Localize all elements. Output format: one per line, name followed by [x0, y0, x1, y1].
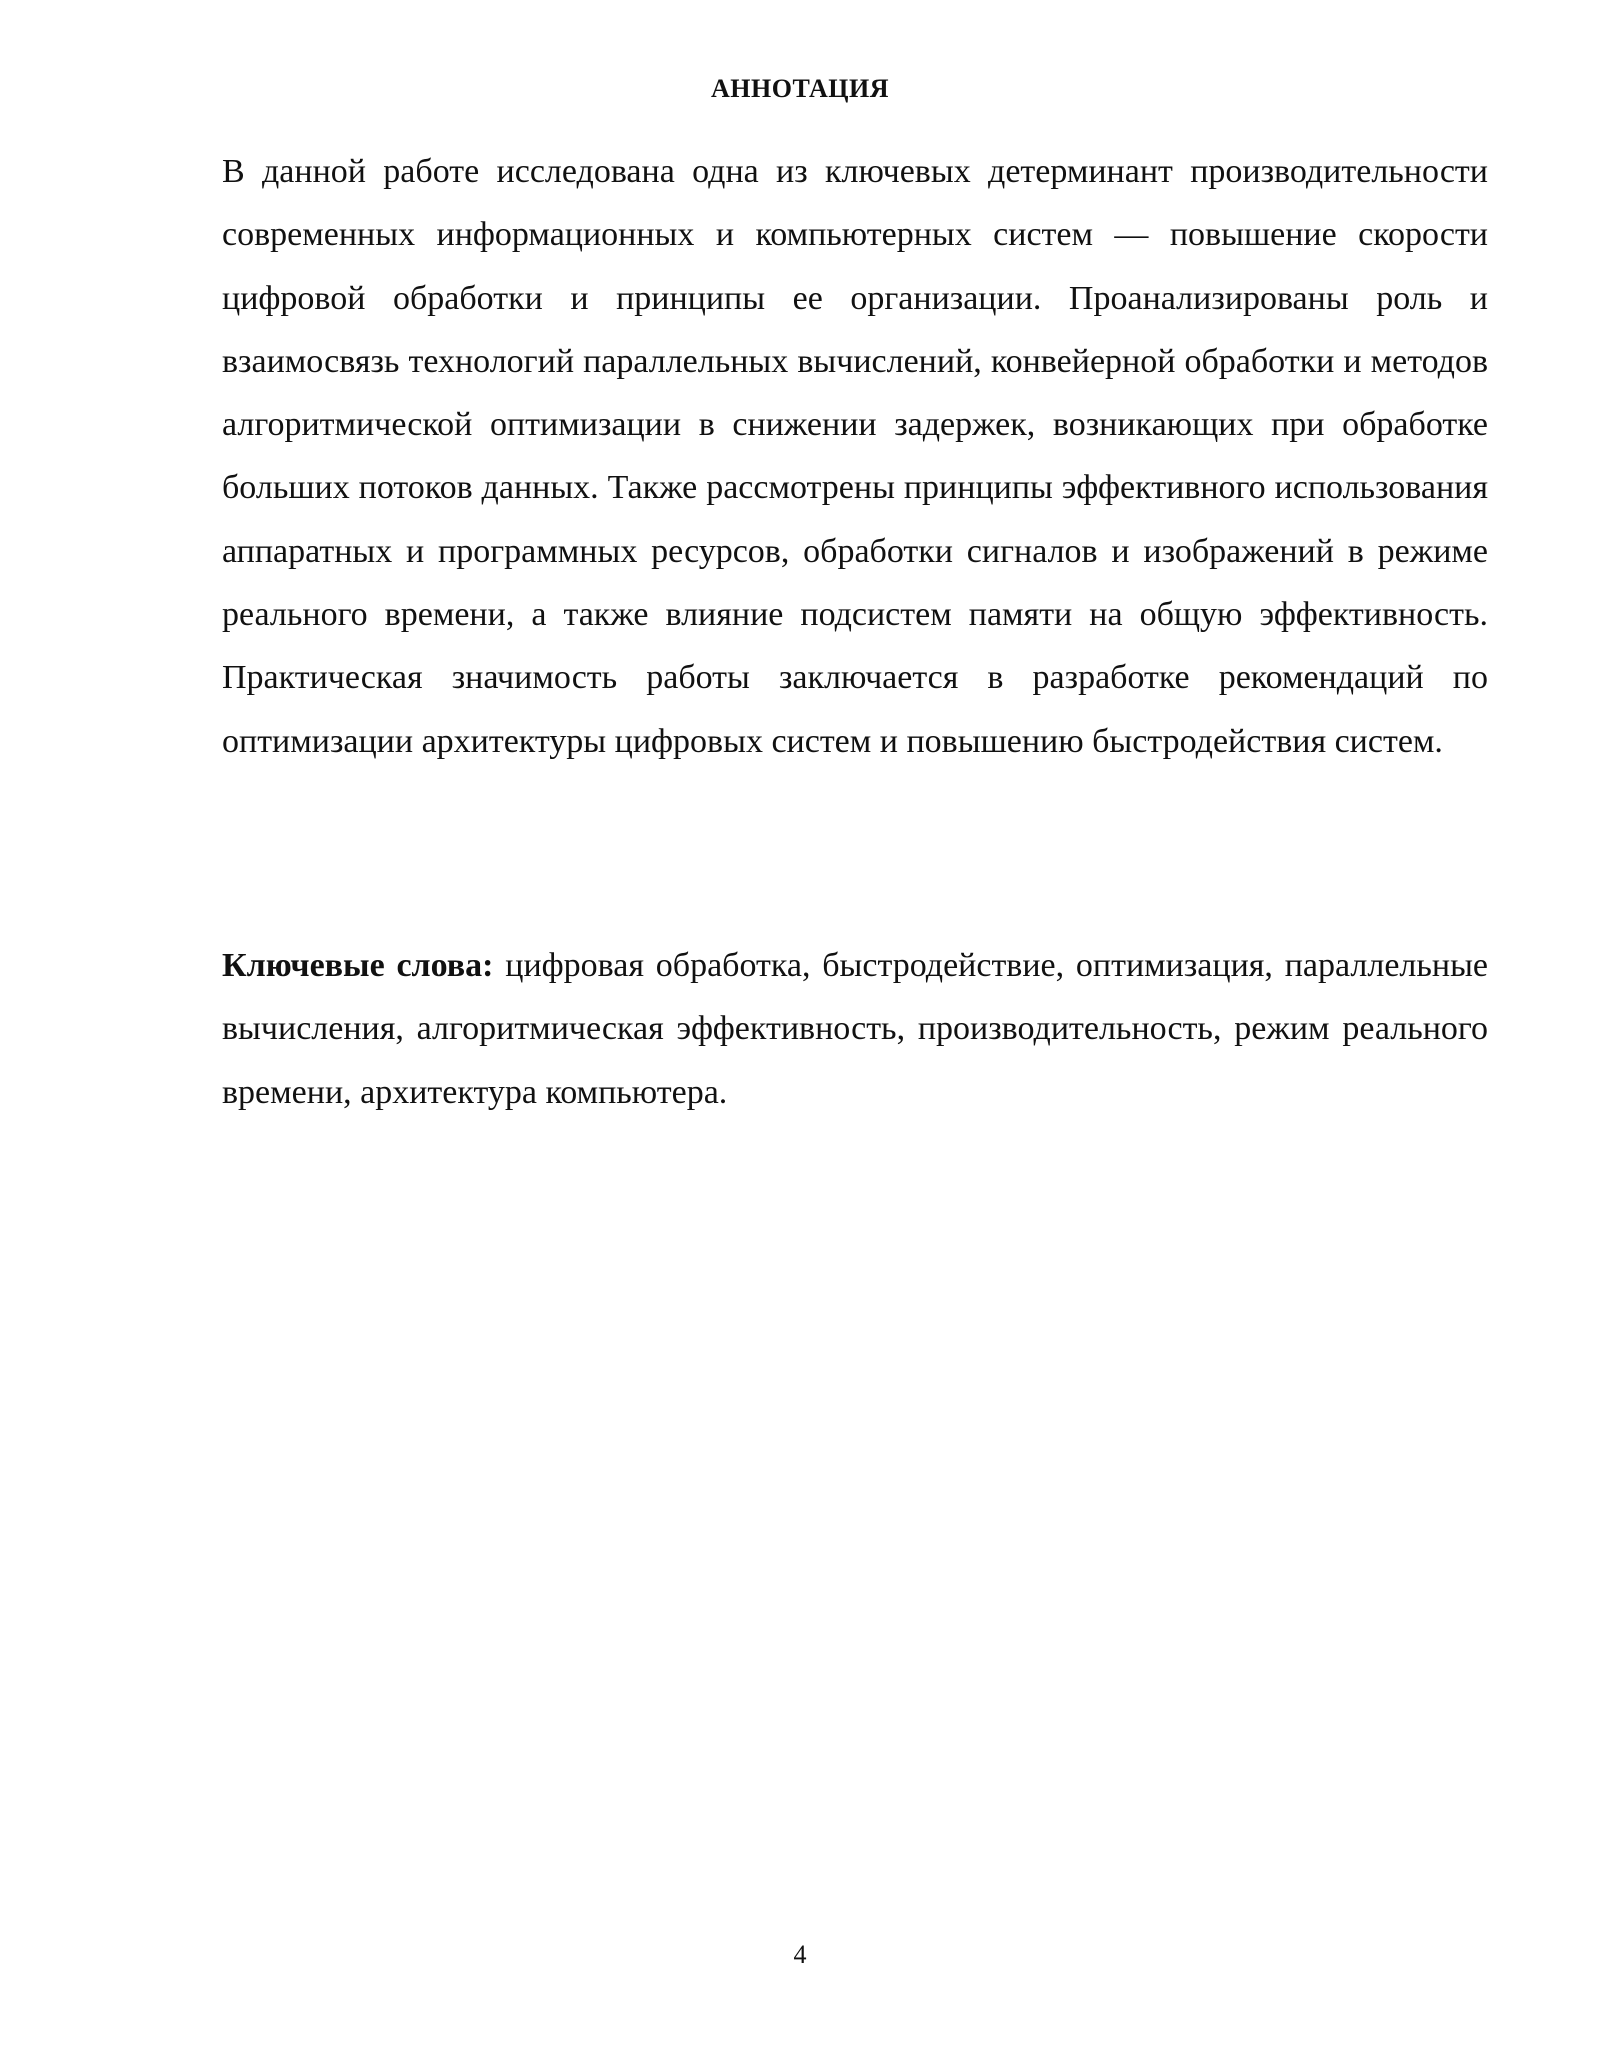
page-heading: АННОТАЦИЯ: [711, 74, 889, 103]
keywords-list: цифровая обработка, быстродействие, оптимизация, параллельные вычисления, алгоритмическая эффективность, производительность, режим реального времени, архитектура компьютера.: [222, 947, 1489, 1111]
keywords-paragraph: [222, 934, 1488, 1124]
abstract-paragraph: В данной работе исследована одна из ключевых детерминант производительности современных информационных и компьютерных систем — повышение скорости цифровой обработки и принципы ее организации. Проанализированы роль и взаимосвязь технологий параллельных вычислений, конвейерной обработки и методов алгоритмической оптимизации в снижении задержек, возникающих при обработке больших потоков данных. Также рассмотрены принципы эффективного использования аппаратных и программных ресурсов, обработки сигналов и изображений в режиме реального времени, а также влияние подсистем памяти на общую эффективность. Практическая значимость работы заключается в разработке рекомендаций по оптимизации архитектуры цифровых систем и повышению быстродействия систем.: [222, 153, 1488, 760]
page-number: 4: [793, 1940, 807, 1969]
keywords-label: Ключевые слова:: [222, 947, 494, 984]
